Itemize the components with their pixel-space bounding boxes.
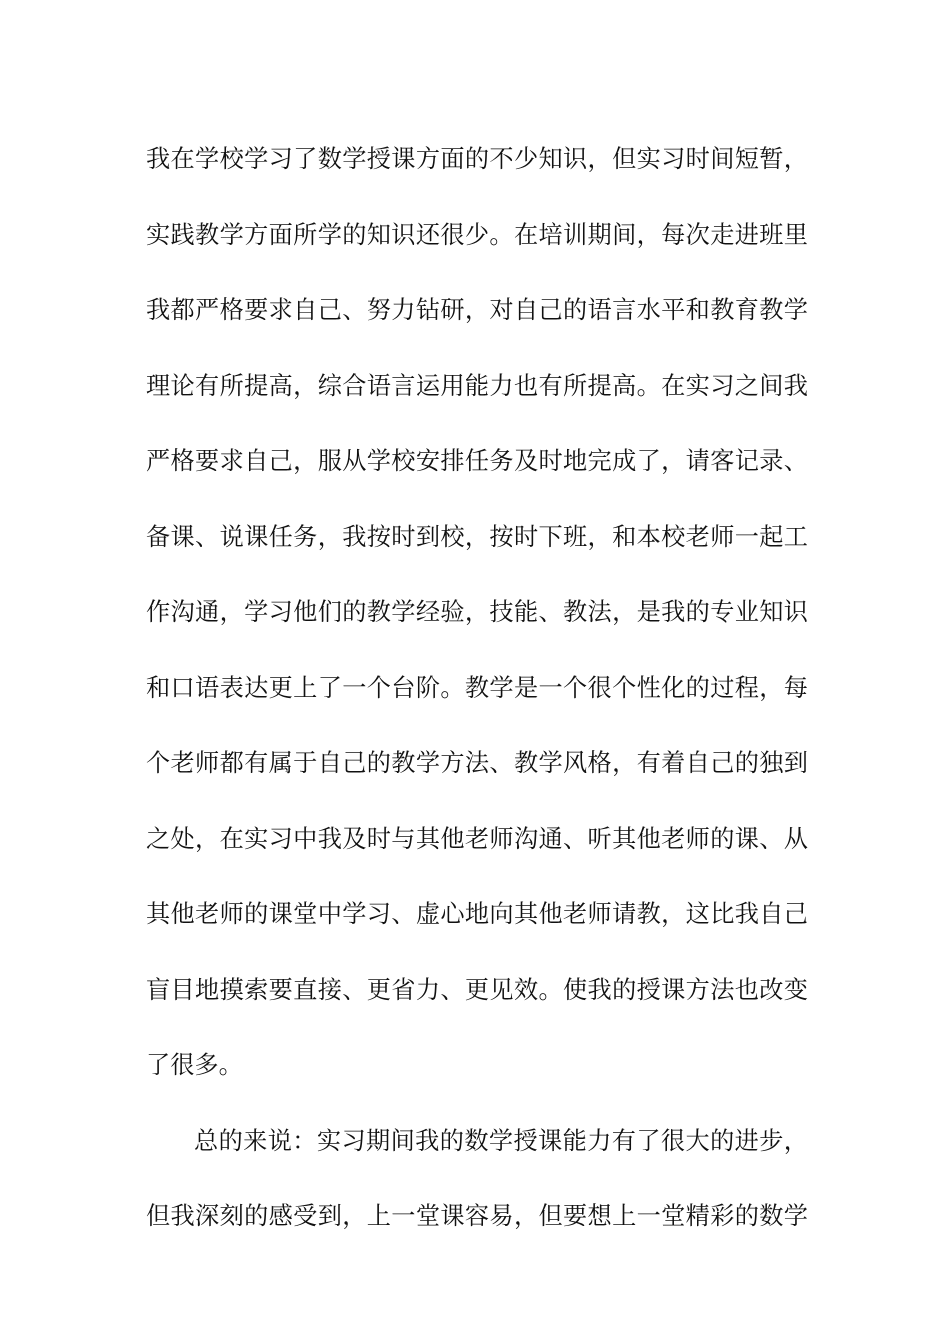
- text-line: 和口语表达更上了一个台阶。教学是一个很个性化的过程，每: [146, 673, 808, 702]
- text-line: 个老师都有属于自己的教学方法、教学风格，有着自己的独到: [146, 749, 808, 777]
- text-line: 盲目地摸索要直接、更省力、更见效。使我的授课方法也改变: [146, 975, 808, 1004]
- text-line: 之处，在实习中我及时与其他老师沟通、听其他老师的课、从: [146, 824, 808, 853]
- paragraph-first-line: 总的来说：实习期间我的数学授课能力有了很大的进步，: [194, 1126, 808, 1155]
- text-line: 作沟通，学习他们的教学经验，技能、教法，是我的专业知识: [146, 598, 808, 626]
- text-line: 理论有所提高，综合语言运用能力也有所提高。在实习之间我: [146, 371, 808, 400]
- body-text: [146, 122, 808, 1255]
- text-line: 了很多。: [146, 1051, 243, 1079]
- text-line: 备课、说课任务，我按时到校，按时下班，和本校老师一起工: [146, 522, 808, 551]
- text-line: 我都严格要求自己、努力钻研，对自己的语言水平和教育教学: [146, 296, 808, 324]
- text-line: 其他老师的课堂中学习、虚心地向其他老师请教，这比我自己: [146, 900, 808, 928]
- text-line: 但我深刻的感受到，上一堂课容易，但要想上一堂精彩的数学: [146, 1202, 808, 1230]
- text-line: 我在学校学习了数学授课方面的不少知识，但实习时间短暂，: [146, 145, 808, 173]
- text-line: 严格要求自己，服从学校安排任务及时地完成了，请客记录、: [146, 447, 808, 475]
- text-line: 实践教学方面所学的知识还很少。在培训期间，每次走进班里: [146, 220, 808, 249]
